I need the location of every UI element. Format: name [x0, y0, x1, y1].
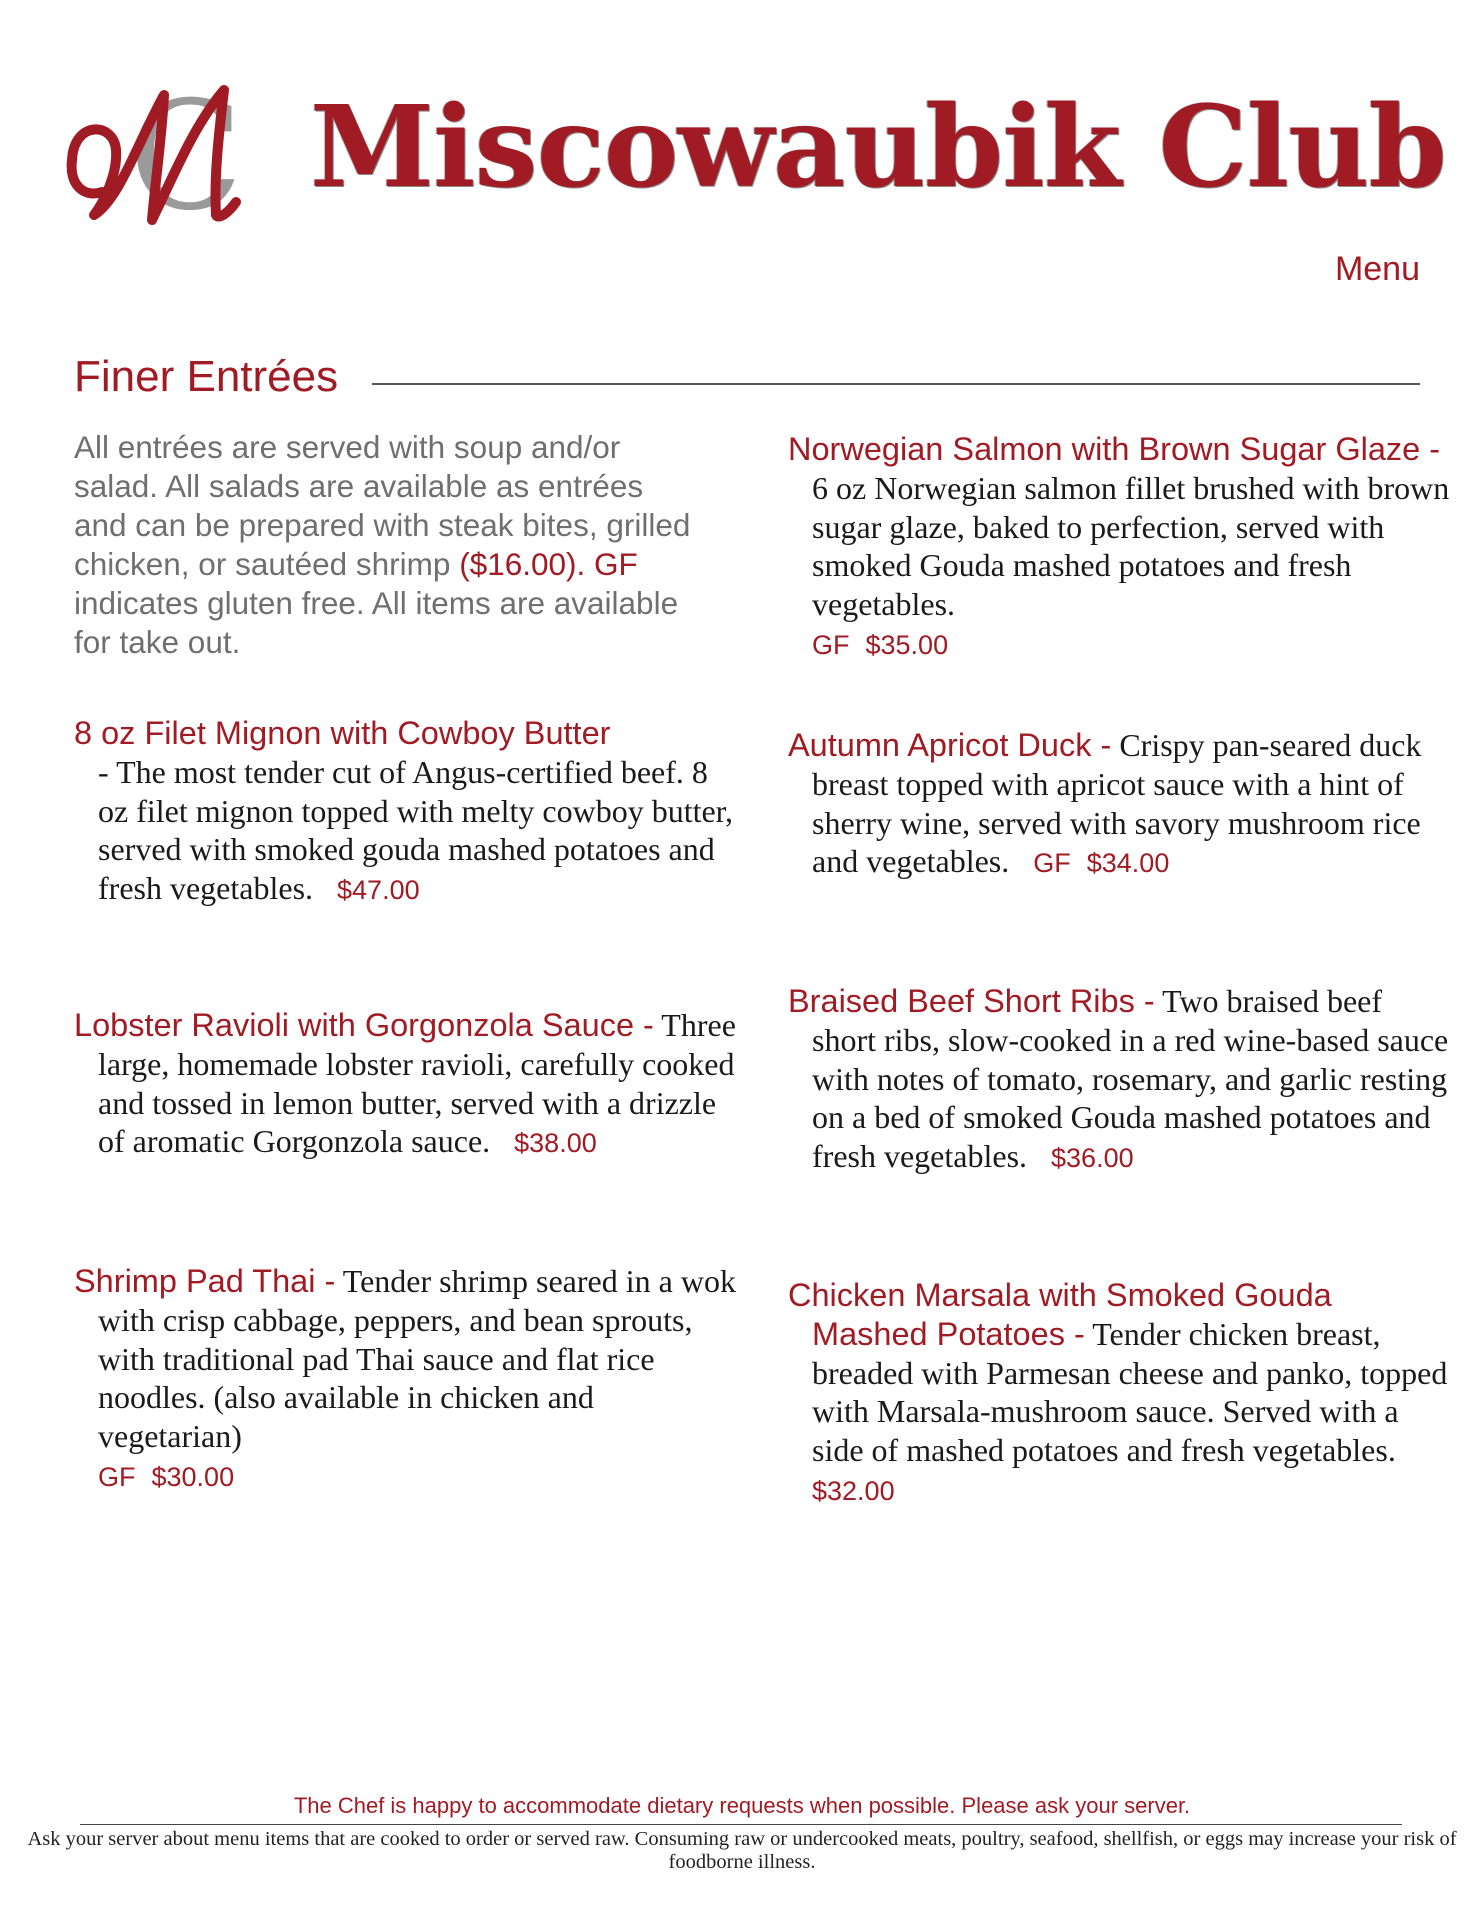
menu-item-chicken-marsala	[788, 1276, 1452, 1511]
footer-disclaimer: Ask your server about menu items that are cooked to order or served raw. Consuming raw or undercooked meats, poultry, seafood, shellfish, or eggs may increase your risk of foodborne illness.	[27, 1828, 1457, 1873]
item-description: 6 oz Norwegian salmon fillet brushed with brown sugar glaze, baked to perfection, served with smoked Gouda mashed potatoes and fresh vegetables.	[812, 469, 1450, 623]
intro-text	[74, 428, 704, 662]
menu-item-shrimp-pad-thai	[74, 1262, 738, 1497]
item-description: - The most tender cut of Angus-certified beef. 8 oz filet mignon topped with melty cowboy butter, served with smoked gouda mashed potatoes and fresh vegetables.	[98, 753, 734, 907]
item-name: Chicken Marsala with Smoked Gouda Mashed Potatoes -	[788, 1277, 1332, 1352]
item-price: $30.00	[151, 1461, 235, 1492]
section-divider	[372, 383, 1420, 385]
item-description: Crispy pan-seared duck breast topped with apricot sauce with a hint of sherry wine, served with savory mushroom rice and vegetables.	[812, 727, 1422, 880]
item-description: Two braised beef short ribs, slow-cooked in a red wine-based sauce with notes of tomato, rosemary, and garlic resting on a bed of smoked Gouda mashed potatoes and fresh vegetables.	[812, 983, 1449, 1175]
club-logo-monogram	[64, 80, 284, 230]
item-price: $34.00	[1086, 848, 1170, 879]
item-price: $32.00	[812, 1475, 895, 1506]
intro-price: ($16.00).	[459, 546, 586, 582]
section-title: Finer Entrées	[74, 352, 339, 401]
item-gf-marker: GF	[1033, 848, 1071, 879]
item-description: Three large, homemade lobster ravioli, carefully cooked and tossed in lemon butter, served with a drizzle of aromatic Gorgonzola sauce.	[98, 1007, 736, 1160]
item-name: Norwegian Salmon with Brown Sugar Glaze -	[788, 431, 1441, 467]
menu-item-filet-mignon	[74, 714, 738, 910]
item-name: Braised Beef Short Ribs -	[788, 983, 1155, 1019]
item-gf-marker: GF	[812, 629, 850, 660]
menu-item-apricot-duck	[788, 726, 1452, 883]
menu-item-lobster-ravioli	[74, 1006, 738, 1163]
intro-main: All entrées are served with soup and/or salad. All salads are available as entrées and can be prepared with steak bites, grilled chicken, or sautéed shrimp	[74, 429, 691, 582]
item-description: Tender chicken breast, breaded with Parmesan cheese and panko, topped with Marsala-mushroom sauce. Served with a side of mashed potatoes and fresh vegetables.	[812, 1315, 1448, 1469]
menu-item-short-ribs	[788, 982, 1452, 1178]
item-gf-marker: GF	[98, 1461, 136, 1492]
club-name: Miscowaubik Club	[310, 82, 1446, 213]
item-price: $38.00	[514, 1128, 597, 1159]
logo-c-letter: C	[128, 80, 244, 230]
menu-label: Menu	[1334, 250, 1420, 288]
item-price: $35.00	[865, 629, 949, 660]
intro-gf-marker: GF	[594, 546, 638, 582]
item-price: $47.00	[337, 875, 420, 906]
item-name: Shrimp Pad Thai -	[74, 1263, 336, 1299]
footer-divider	[80, 1824, 1402, 1825]
item-name: 8 oz Filet Mignon with Cowboy Butter	[74, 715, 611, 751]
item-description: Tender shrimp seared in a wok with crisp cabbage, peppers, and bean sprouts, with traditional pad Thai sauce and flat rice noodles. (also available in chicken and vegetarian)	[98, 1263, 736, 1455]
footer-dietary-note: The Chef is happy to accommodate dietary requests when possible. Please ask your server.	[293, 1793, 1191, 1818]
item-name: Lobster Ravioli with Gorgonzola Sauce -	[74, 1007, 654, 1043]
item-price: $36.00	[1051, 1143, 1134, 1174]
intro-tail: indicates gluten free. All items are available for take out.	[74, 585, 679, 660]
menu-item-norwegian-salmon	[788, 430, 1452, 665]
item-name: Autumn Apricot Duck -	[788, 727, 1112, 763]
